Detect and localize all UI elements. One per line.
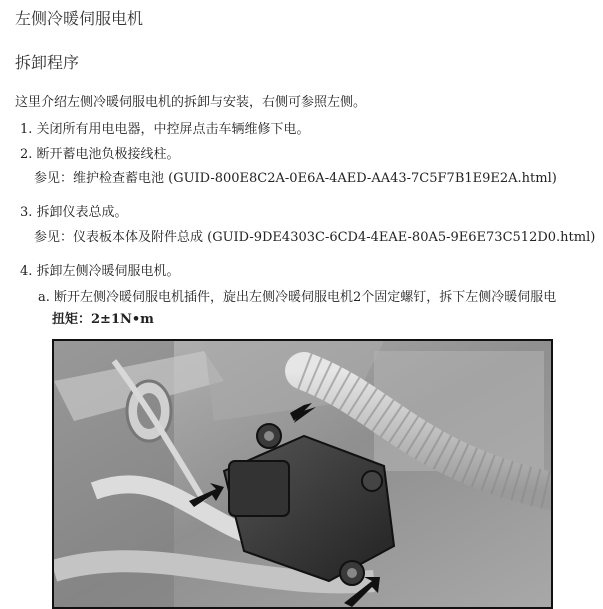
step-4-substep-a: a. 断开左侧冷暖伺服电机插件，旋出左侧冷暖伺服电机2个固定螺钉，拆下左侧冷暖伺服电 — [38, 290, 557, 305]
step-2-reference-link[interactable]: 参见：维护检查蓄电池 (GUID-800E8C2A-0E6A-4AED-AA43-7C5F7B1E9E2A.html) — [34, 171, 557, 186]
step-3-reference-link[interactable]: 参见：仪表板本体及附件总成 (GUID-9DE4303C-6CD4-4EAE-80A5-9E6E73C512D0.html) — [34, 230, 596, 245]
servo-motor-illustration — [54, 341, 551, 607]
step-1: 1. 关闭所有用电电器，中控屏点击车辆维修下电。 — [20, 122, 310, 137]
page-title: 左侧冷暖伺服电机 — [15, 9, 144, 28]
step-4: 4. 拆卸左侧冷暖伺服电机。 — [20, 264, 180, 279]
intro-paragraph: 这里介绍左侧冷暖伺服电机的拆卸与安装，右侧可参照左侧。 — [15, 95, 367, 110]
section-heading: 拆卸程序 — [15, 53, 80, 72]
servo-motor-figure — [52, 339, 553, 609]
step-2: 2. 断开蓄电池负极接线柱。 — [20, 147, 180, 162]
torque-spec: 扭矩：2±1N•m — [52, 312, 154, 327]
step-3: 3. 拆卸仪表总成。 — [20, 205, 128, 220]
